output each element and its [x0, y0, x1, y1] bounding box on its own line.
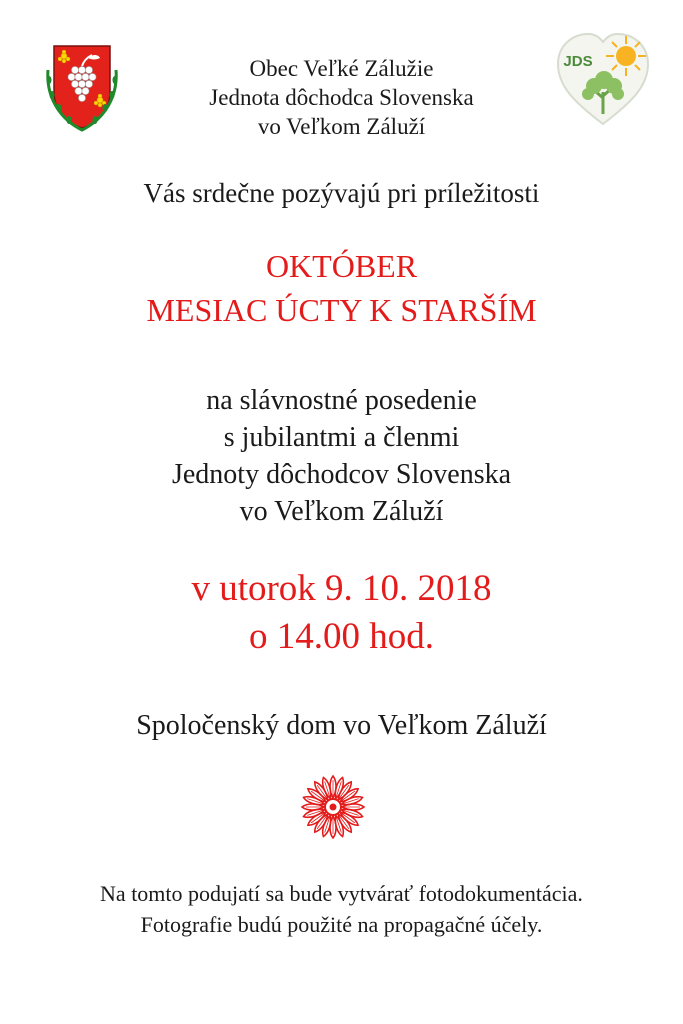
- header-line-municipality: Obec Veľké Zálužie: [249, 56, 434, 81]
- description-line2: s jubilantmi a členmi: [223, 422, 460, 453]
- photo-notice-line1: Na tomto podujatí sa bude vytvárať fotodokumentácia.: [100, 881, 583, 906]
- photo-notice: [0, 878, 683, 940]
- event-venue: Spoločenský dom vo Veľkom Záluží: [136, 710, 547, 741]
- event-title-line2: MESIAC ÚCTY K STARŠÍM: [146, 292, 537, 328]
- organizer-header: [150, 54, 533, 141]
- header-line-organization: Jednota dôchodca Slovenska: [209, 85, 474, 110]
- description-line1: na slávnostné posedenie: [206, 385, 477, 416]
- description-line4: vo Veľkom Záluží: [239, 496, 444, 527]
- description-line3: Jednoty dôchodcov Slovenska: [171, 459, 512, 490]
- event-title: [0, 244, 683, 332]
- invite-text: Vás srdečne pozývajú pri príležitosti: [143, 178, 540, 208]
- coat-of-arms-grapes-icon: [44, 40, 120, 132]
- event-date: v utorok 9. 10. 2018: [191, 568, 492, 609]
- event-title-line1: OKTÓBER: [265, 248, 418, 284]
- photo-notice-line2: Fotografie budú použité na propagačné účely.: [140, 912, 543, 937]
- jds-logo-text: JDS: [563, 53, 593, 70]
- red-flower-icon: [300, 774, 366, 840]
- event-time: o 14.00 hod.: [249, 616, 434, 657]
- jds-sun-tree-logo: [554, 30, 652, 128]
- event-datetime: [0, 565, 683, 661]
- event-description: [0, 382, 683, 530]
- header-line-location: vo Veľkom Záluží: [257, 114, 426, 139]
